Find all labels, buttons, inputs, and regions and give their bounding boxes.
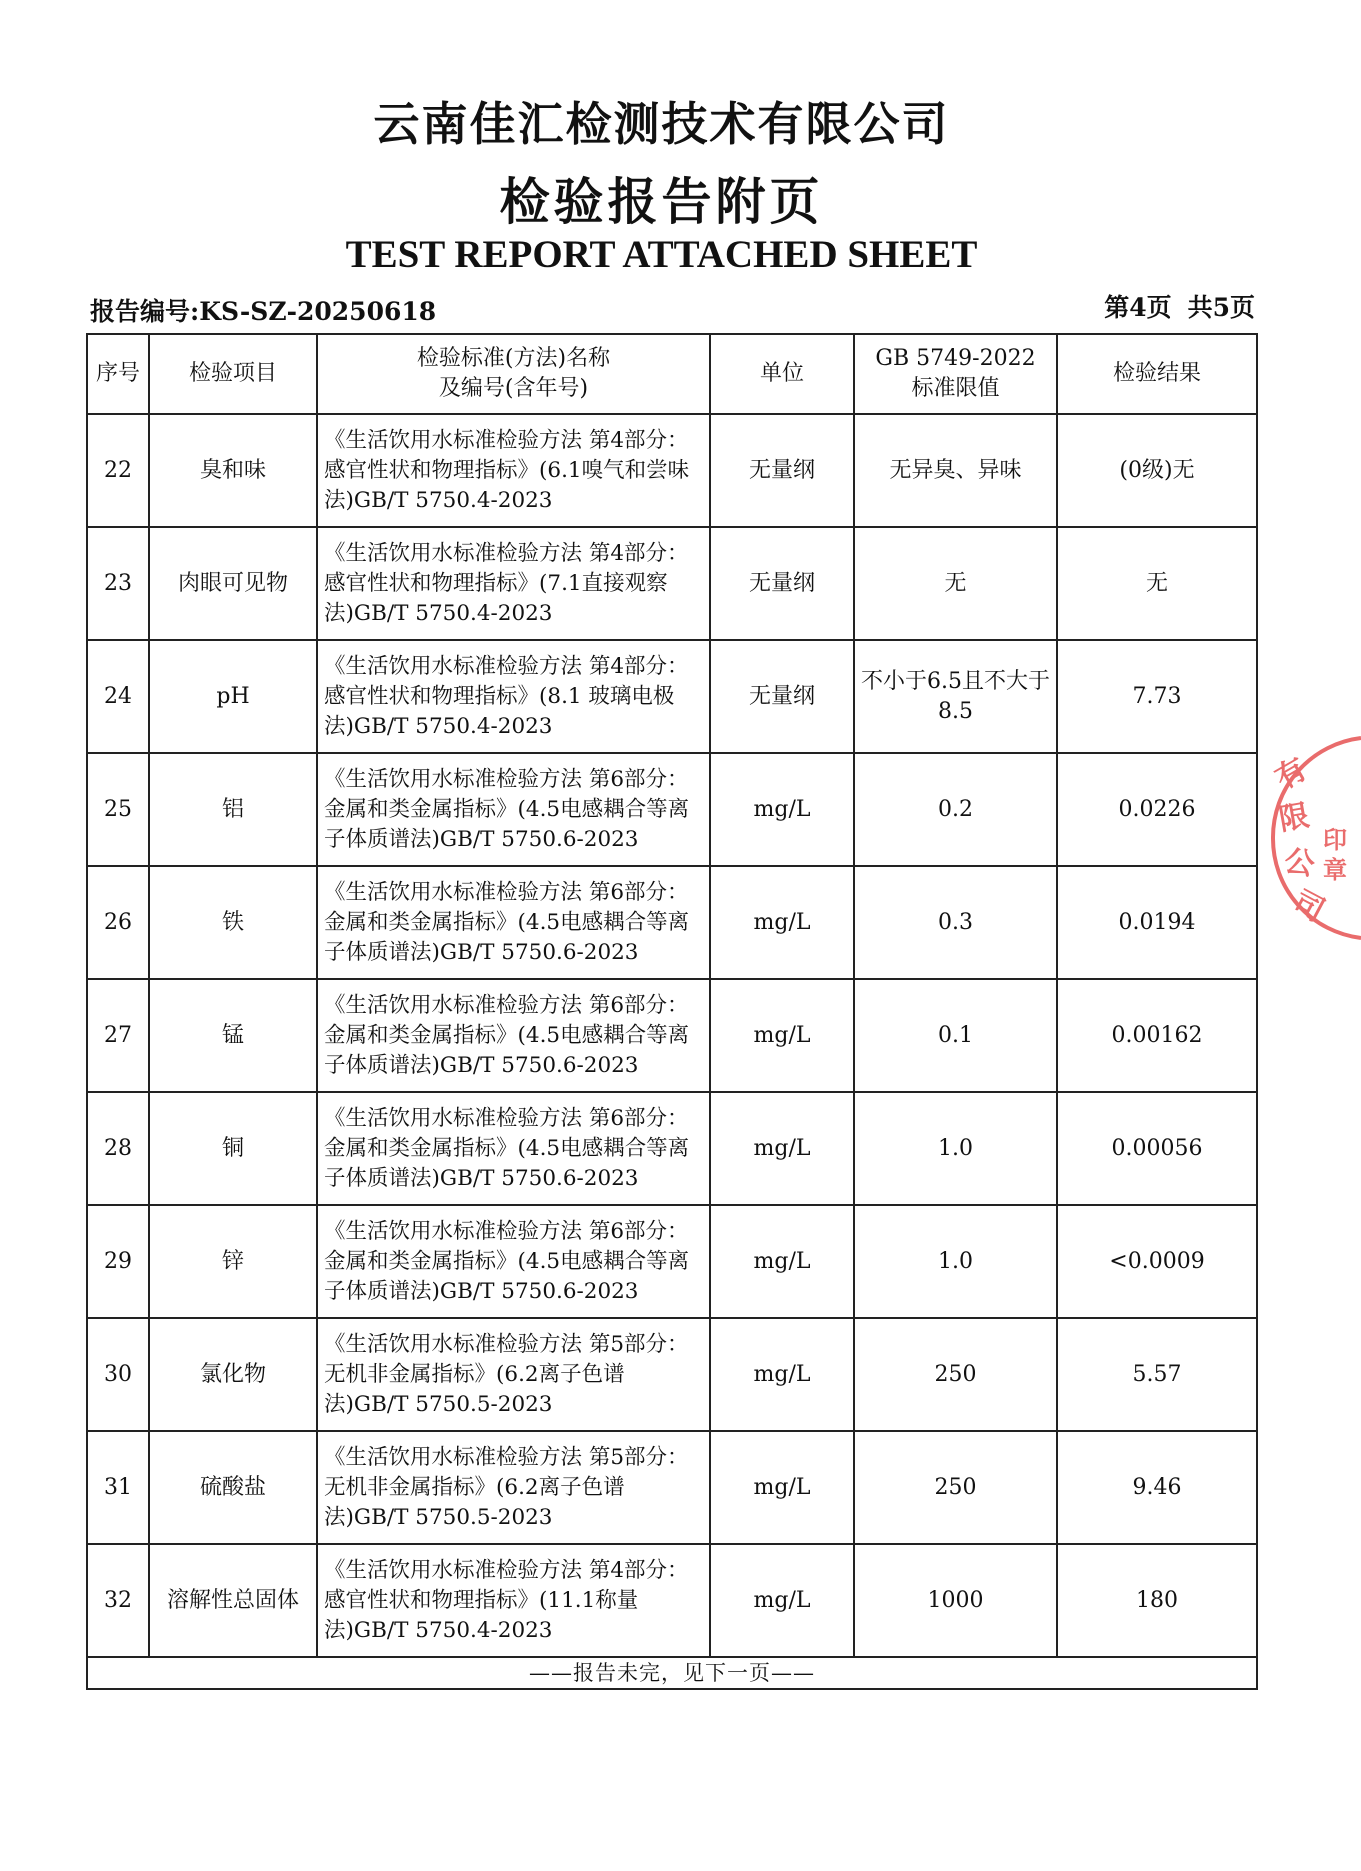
col-header-method-line1: 检验标准(方法)名称 (416, 346, 611, 371)
cell-method: 《生活饮用水标准检验方法 第6部分：金属和类金属指标》(4.5电感耦合等离子体质谱法)GB/T 5750.6-2023 (317, 753, 710, 866)
report-number: 报告编号:KS-SZ-20250618 (90, 297, 437, 326)
svg-text:有: 有 (1269, 751, 1313, 797)
page-total: 共5页 (1187, 293, 1255, 322)
cell-method: 《生活饮用水标准检验方法 第4部分：感官性状和物理指标》(11.1称量法)GB/T 5750.4-2023 (317, 1544, 710, 1657)
svg-text:印: 印 (1323, 825, 1347, 854)
cell-unit: 无量纲 (710, 640, 854, 753)
cell-item: 肉眼可见物 (149, 527, 317, 640)
cell-result: 5.57 (1057, 1318, 1257, 1431)
cell-result: 7.73 (1057, 640, 1257, 753)
cell-result: 0.00162 (1057, 979, 1257, 1092)
col-header-method (317, 334, 710, 414)
cell-item: 臭和味 (149, 414, 317, 527)
svg-text:司: 司 (1287, 884, 1331, 930)
cell-unit: mg/L (710, 979, 854, 1092)
cell-unit: mg/L (710, 1431, 854, 1544)
cell-limit: 250 (854, 1318, 1057, 1431)
table-row (87, 1092, 1257, 1205)
cell-method: 《生活饮用水标准检验方法 第5部分：无机非金属指标》(6.2离子色谱法)GB/T 5750.5-2023 (317, 1318, 710, 1431)
cell-unit: mg/L (710, 1318, 854, 1431)
cell-item: 铝 (149, 753, 317, 866)
col-header-limit (854, 334, 1057, 414)
col-header-limit-line2: 标准限值 (911, 376, 1000, 401)
cell-limit: 1.0 (854, 1092, 1057, 1205)
cell-limit: 无异臭、异味 (854, 414, 1057, 527)
page-current: 第4页 (1104, 293, 1172, 322)
cell-method: 《生活饮用水标准检验方法 第6部分：金属和类金属指标》(4.5电感耦合等离子体质谱法)GB/T 5750.6-2023 (317, 866, 710, 979)
cell-result: 0.0194 (1057, 866, 1257, 979)
cell-index: 22 (87, 414, 149, 527)
cell-result: 9.46 (1057, 1431, 1257, 1544)
cell-item: 硫酸盐 (149, 1431, 317, 1544)
cell-method: 《生活饮用水标准检验方法 第4部分：感官性状和物理指标》(7.1直接观察法)GB/T 5750.4-2023 (317, 527, 710, 640)
cell-method: 《生活饮用水标准检验方法 第4部分：感官性状和物理指标》(6.1嗅气和尝味法)GB/T 5750.4-2023 (317, 414, 710, 527)
cell-limit: 1000 (854, 1544, 1057, 1657)
cell-method: 《生活饮用水标准检验方法 第6部分：金属和类金属指标》(4.5电感耦合等离子体质谱法)GB/T 5750.6-2023 (317, 979, 710, 1092)
continuation-note: ——报告未完，见下一页—— (87, 1657, 1257, 1689)
cell-unit: mg/L (710, 1205, 854, 1318)
cell-limit: 1.0 (854, 1205, 1057, 1318)
cell-method: 《生活饮用水标准检验方法 第4部分：感官性状和物理指标》(8.1 玻璃电极法)GB/T 5750.4-2023 (317, 640, 710, 753)
cell-method: 《生活饮用水标准检验方法 第5部分：无机非金属指标》(6.2离子色谱法)GB/T 5750.5-2023 (317, 1431, 710, 1544)
cell-result: 0.0226 (1057, 753, 1257, 866)
page-indicator (1088, 288, 1255, 324)
col-header-limit-line1: GB 5749-2022 (875, 346, 1036, 371)
cell-result: 0.00056 (1057, 1092, 1257, 1205)
cell-limit: 0.2 (854, 753, 1057, 866)
table-footer-row (87, 1657, 1257, 1689)
cell-method: 《生活饮用水标准检验方法 第6部分：金属和类金属指标》(4.5电感耦合等离子体质谱法)GB/T 5750.6-2023 (317, 1092, 710, 1205)
col-header-index: 序号 (87, 334, 149, 414)
cell-unit: 无量纲 (710, 414, 854, 527)
company-name: 云南佳汇检测技术有限公司 (373, 97, 950, 151)
cell-unit: mg/L (710, 753, 854, 866)
results-table (86, 333, 1258, 1690)
cell-item: 铁 (149, 866, 317, 979)
table-row (87, 1205, 1257, 1318)
cell-index: 25 (87, 753, 149, 866)
svg-text:公: 公 (1281, 843, 1318, 884)
cell-result: <0.0009 (1057, 1205, 1257, 1318)
cell-result: 180 (1057, 1544, 1257, 1657)
cell-index: 32 (87, 1544, 149, 1657)
col-header-method-line2: 及编号(含年号) (438, 376, 589, 401)
table-row (87, 1318, 1257, 1431)
table-row (87, 414, 1257, 527)
table-row (87, 866, 1257, 979)
cell-unit: mg/L (710, 1544, 854, 1657)
cell-item: 锌 (149, 1205, 317, 1318)
table-row (87, 1431, 1257, 1544)
table-row (87, 1544, 1257, 1657)
cell-index: 29 (87, 1205, 149, 1318)
cell-unit: 无量纲 (710, 527, 854, 640)
col-header-result: 检验结果 (1057, 334, 1257, 414)
cell-index: 24 (87, 640, 149, 753)
col-header-item: 检验项目 (149, 334, 317, 414)
cell-limit: 250 (854, 1431, 1057, 1544)
cell-index: 30 (87, 1318, 149, 1431)
cell-unit: mg/L (710, 866, 854, 979)
cell-limit: 不小于6.5且不大于8.5 (854, 640, 1057, 753)
cell-limit: 0.3 (854, 866, 1057, 979)
cell-limit: 0.1 (854, 979, 1057, 1092)
cell-index: 28 (87, 1092, 149, 1205)
col-header-unit: 单位 (710, 334, 854, 414)
report-subtitle: 检验报告附页 (499, 172, 824, 231)
cell-limit: 无 (854, 527, 1057, 640)
table-row (87, 979, 1257, 1092)
cell-method: 《生活饮用水标准检验方法 第6部分：金属和类金属指标》(4.5电感耦合等离子体质谱法)GB/T 5750.6-2023 (317, 1205, 710, 1318)
cell-result: 无 (1057, 527, 1257, 640)
company-seal-stamp (1253, 728, 1361, 948)
cell-item: pH (149, 640, 317, 753)
table-row (87, 527, 1257, 640)
cell-item: 溶解性总固体 (149, 1544, 317, 1657)
cell-item: 铜 (149, 1092, 317, 1205)
table-header-row (87, 334, 1257, 414)
cell-index: 31 (87, 1431, 149, 1544)
cell-result: (0级)无 (1057, 414, 1257, 527)
cell-item: 锰 (149, 979, 317, 1092)
table-row (87, 640, 1257, 753)
svg-text:限: 限 (1276, 798, 1312, 838)
cell-item: 氯化物 (149, 1318, 317, 1431)
table-row (87, 753, 1257, 866)
svg-text:章: 章 (1323, 855, 1347, 884)
cell-index: 23 (87, 527, 149, 640)
cell-unit: mg/L (710, 1092, 854, 1205)
cell-index: 27 (87, 979, 149, 1092)
cell-index: 26 (87, 866, 149, 979)
english-title: TEST REPORT ATTACHED SHEET (345, 233, 978, 276)
